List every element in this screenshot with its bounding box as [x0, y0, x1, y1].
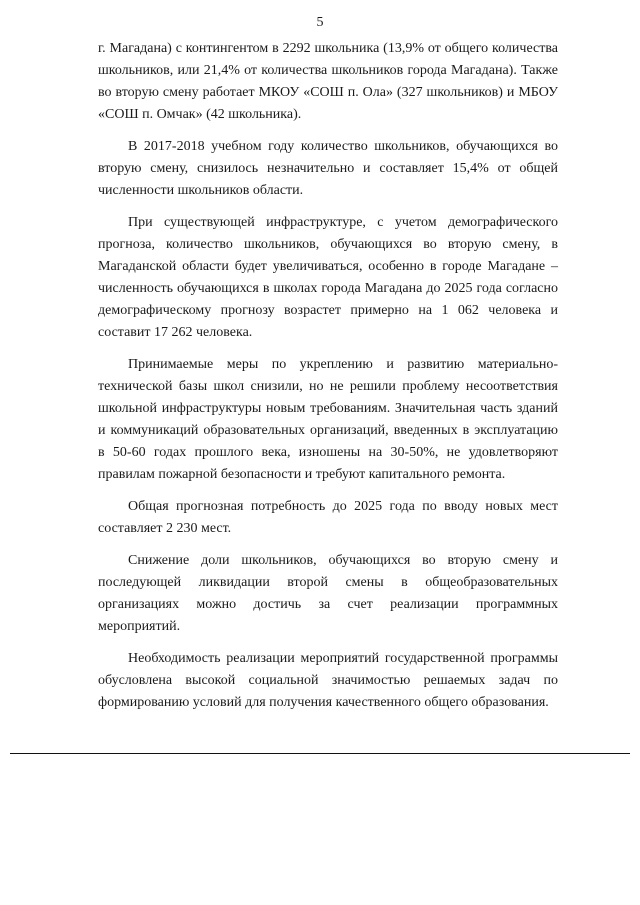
page-number: 5: [316, 15, 324, 30]
horizontal-divider: [10, 753, 630, 754]
paragraph: При существующей инфраструктуре, с учетом демографического прогноза, количество школьников, обучающихся во вторую смену, в Магаданской области будет увеличиваться, особенно в городе Магадане – численность обучающихся в школах города Магадана до 2025 года согласно демографическому прогнозу возрастет примерно на 1 062 человека и составит 17 262 человека.: [98, 215, 558, 340]
paragraph: Общая прогнозная потребность до 2025 года по вводу новых мест составляет 2 230 мест.: [98, 499, 558, 536]
paragraph: Снижение доли школьников, обучающихся во вторую смену и последующей ликвидации второй смены в общеобразовательных организациях можно достичь за счет реализации программных мероприятий.: [98, 553, 558, 634]
paragraph: В 2017-2018 учебном году количество школьников, обучающихся во вторую смену, снизилось незначительно и составляет 15,4% от общей численности школьников области.: [98, 139, 558, 198]
paragraph-continuation: г. Магадана) с контингентом в 2292 школьника (13,9% от общего количества школьников, или 21,4% от количества школьников города Магадана). Также во вторую смену работает МКОУ «СОШ п. Ола» (327 школьников) и МБОУ «СОШ п. Омчак» (42 школьника).: [98, 41, 558, 122]
document-body: [98, 38, 558, 724]
paragraph: Принимаемые меры по укреплению и развитию материально-технической базы школ снизили, но не решили проблему несоответствия школьной инфраструктуры новым требованиям. Значительная часть зданий и коммуникаций образовательных организаций, введенных в эксплуатацию в 50-60 годах прошлого века, изношены на 30-50%, не удовлетворяют правилам пожарной безопасности и требуют капитального ремонта.: [98, 357, 558, 482]
paragraph: Необходимость реализации мероприятий государственной программы обусловлена высокой социальной значимостью решаемых задач по формированию условий для получения качественного общего образования.: [98, 651, 558, 710]
